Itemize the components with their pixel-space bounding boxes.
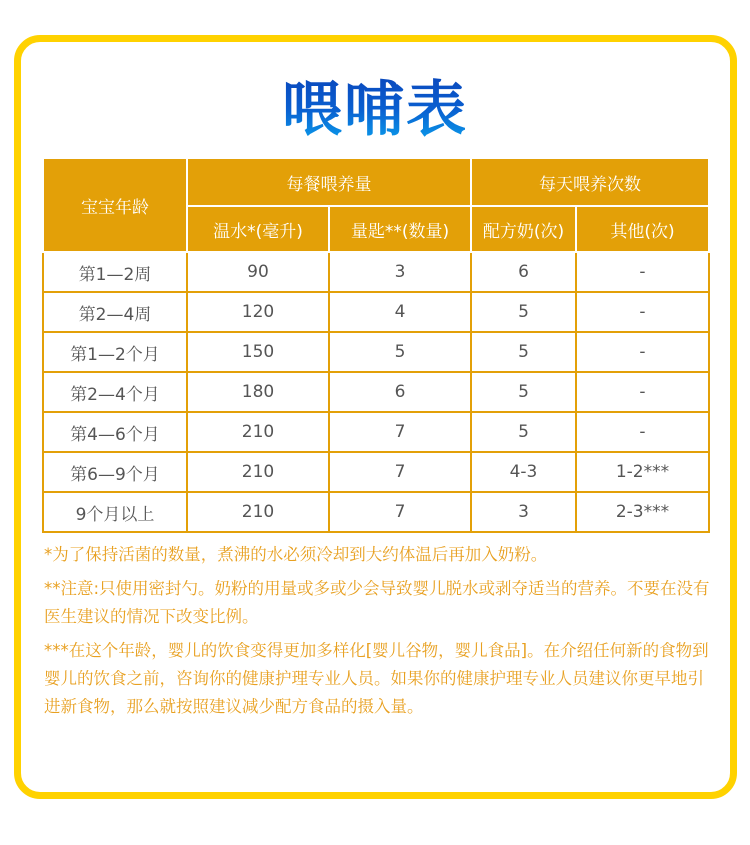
table-cell: 第1—2周 (43, 252, 187, 292)
page-title: 喂哺表 (0, 62, 750, 148)
table-cell: - (576, 412, 709, 452)
table-cell: 2-3*** (576, 492, 709, 532)
footnote-other: ***在这个年龄，婴儿的饮食变得更加多样化[婴儿谷物，婴儿食品]。在介绍任何新的食物到婴儿的饮食之前，咨询你的健康护理专业人员。如果你的健康护理专业人员建议你更早地引进新食物，那么就按照建议减少配方食品的摄入量。 (44, 641, 709, 716)
table-cell: 6 (471, 252, 576, 292)
table-cell: 4 (329, 292, 471, 332)
table-cell: 3 (471, 492, 576, 532)
table-row (43, 292, 709, 332)
table-cell: 150 (187, 332, 329, 372)
table-cell: 第2—4个月 (43, 372, 187, 412)
table-cell: - (576, 252, 709, 292)
table-cell: 210 (187, 452, 329, 492)
table-row (43, 452, 709, 492)
table-cell: 7 (329, 412, 471, 452)
table-cell: 5 (329, 332, 471, 372)
header-per-day: 每天喂养次数 (471, 158, 709, 206)
table-cell: 180 (187, 372, 329, 412)
table-cell: 210 (187, 412, 329, 452)
table-cell: 7 (329, 452, 471, 492)
table-row (43, 332, 709, 372)
table-cell: 5 (471, 412, 576, 452)
table-cell: 第4—6个月 (43, 412, 187, 452)
table-cell: 3 (329, 252, 471, 292)
header-other: 其他(次) (576, 206, 709, 252)
table-cell: - (576, 332, 709, 372)
table-cell: 7 (329, 492, 471, 532)
table-row (43, 252, 709, 292)
table-cell: - (576, 372, 709, 412)
table-cell: 6 (329, 372, 471, 412)
table-cell: 第2—4周 (43, 292, 187, 332)
table-row (43, 492, 709, 532)
header-water: 温水*(毫升) (187, 206, 329, 252)
footnote-water: *为了保持活菌的数量，煮沸的水必须冷却到大约体温后再加入奶粉。 (44, 545, 548, 564)
header-scoops: 量匙**(数量) (329, 206, 471, 252)
table-cell: 120 (187, 292, 329, 332)
table-cell: 第6—9个月 (43, 452, 187, 492)
feeding-table (42, 157, 710, 533)
table-row (43, 412, 709, 452)
header-per-meal: 每餐喂养量 (187, 158, 471, 206)
table-cell: 第1—2个月 (43, 332, 187, 372)
header-age: 宝宝年龄 (43, 158, 187, 252)
table-row (43, 372, 709, 412)
table-cell: 1-2*** (576, 452, 709, 492)
table-cell: - (576, 292, 709, 332)
table-cell: 5 (471, 372, 576, 412)
table-cell: 210 (187, 492, 329, 532)
header-formula: 配方奶(次) (471, 206, 576, 252)
table-cell: 5 (471, 332, 576, 372)
table-cell: 9个月以上 (43, 492, 187, 532)
footnote-scoop: **注意:只使用密封勺。奶粉的用量或多或少会导致婴儿脱水或剥夺适当的营养。不要在没有医生建议的情况下改变比例。 (44, 579, 710, 626)
table-cell: 90 (187, 252, 329, 292)
table-cell: 5 (471, 292, 576, 332)
footnotes (44, 541, 712, 727)
table-cell: 4-3 (471, 452, 576, 492)
